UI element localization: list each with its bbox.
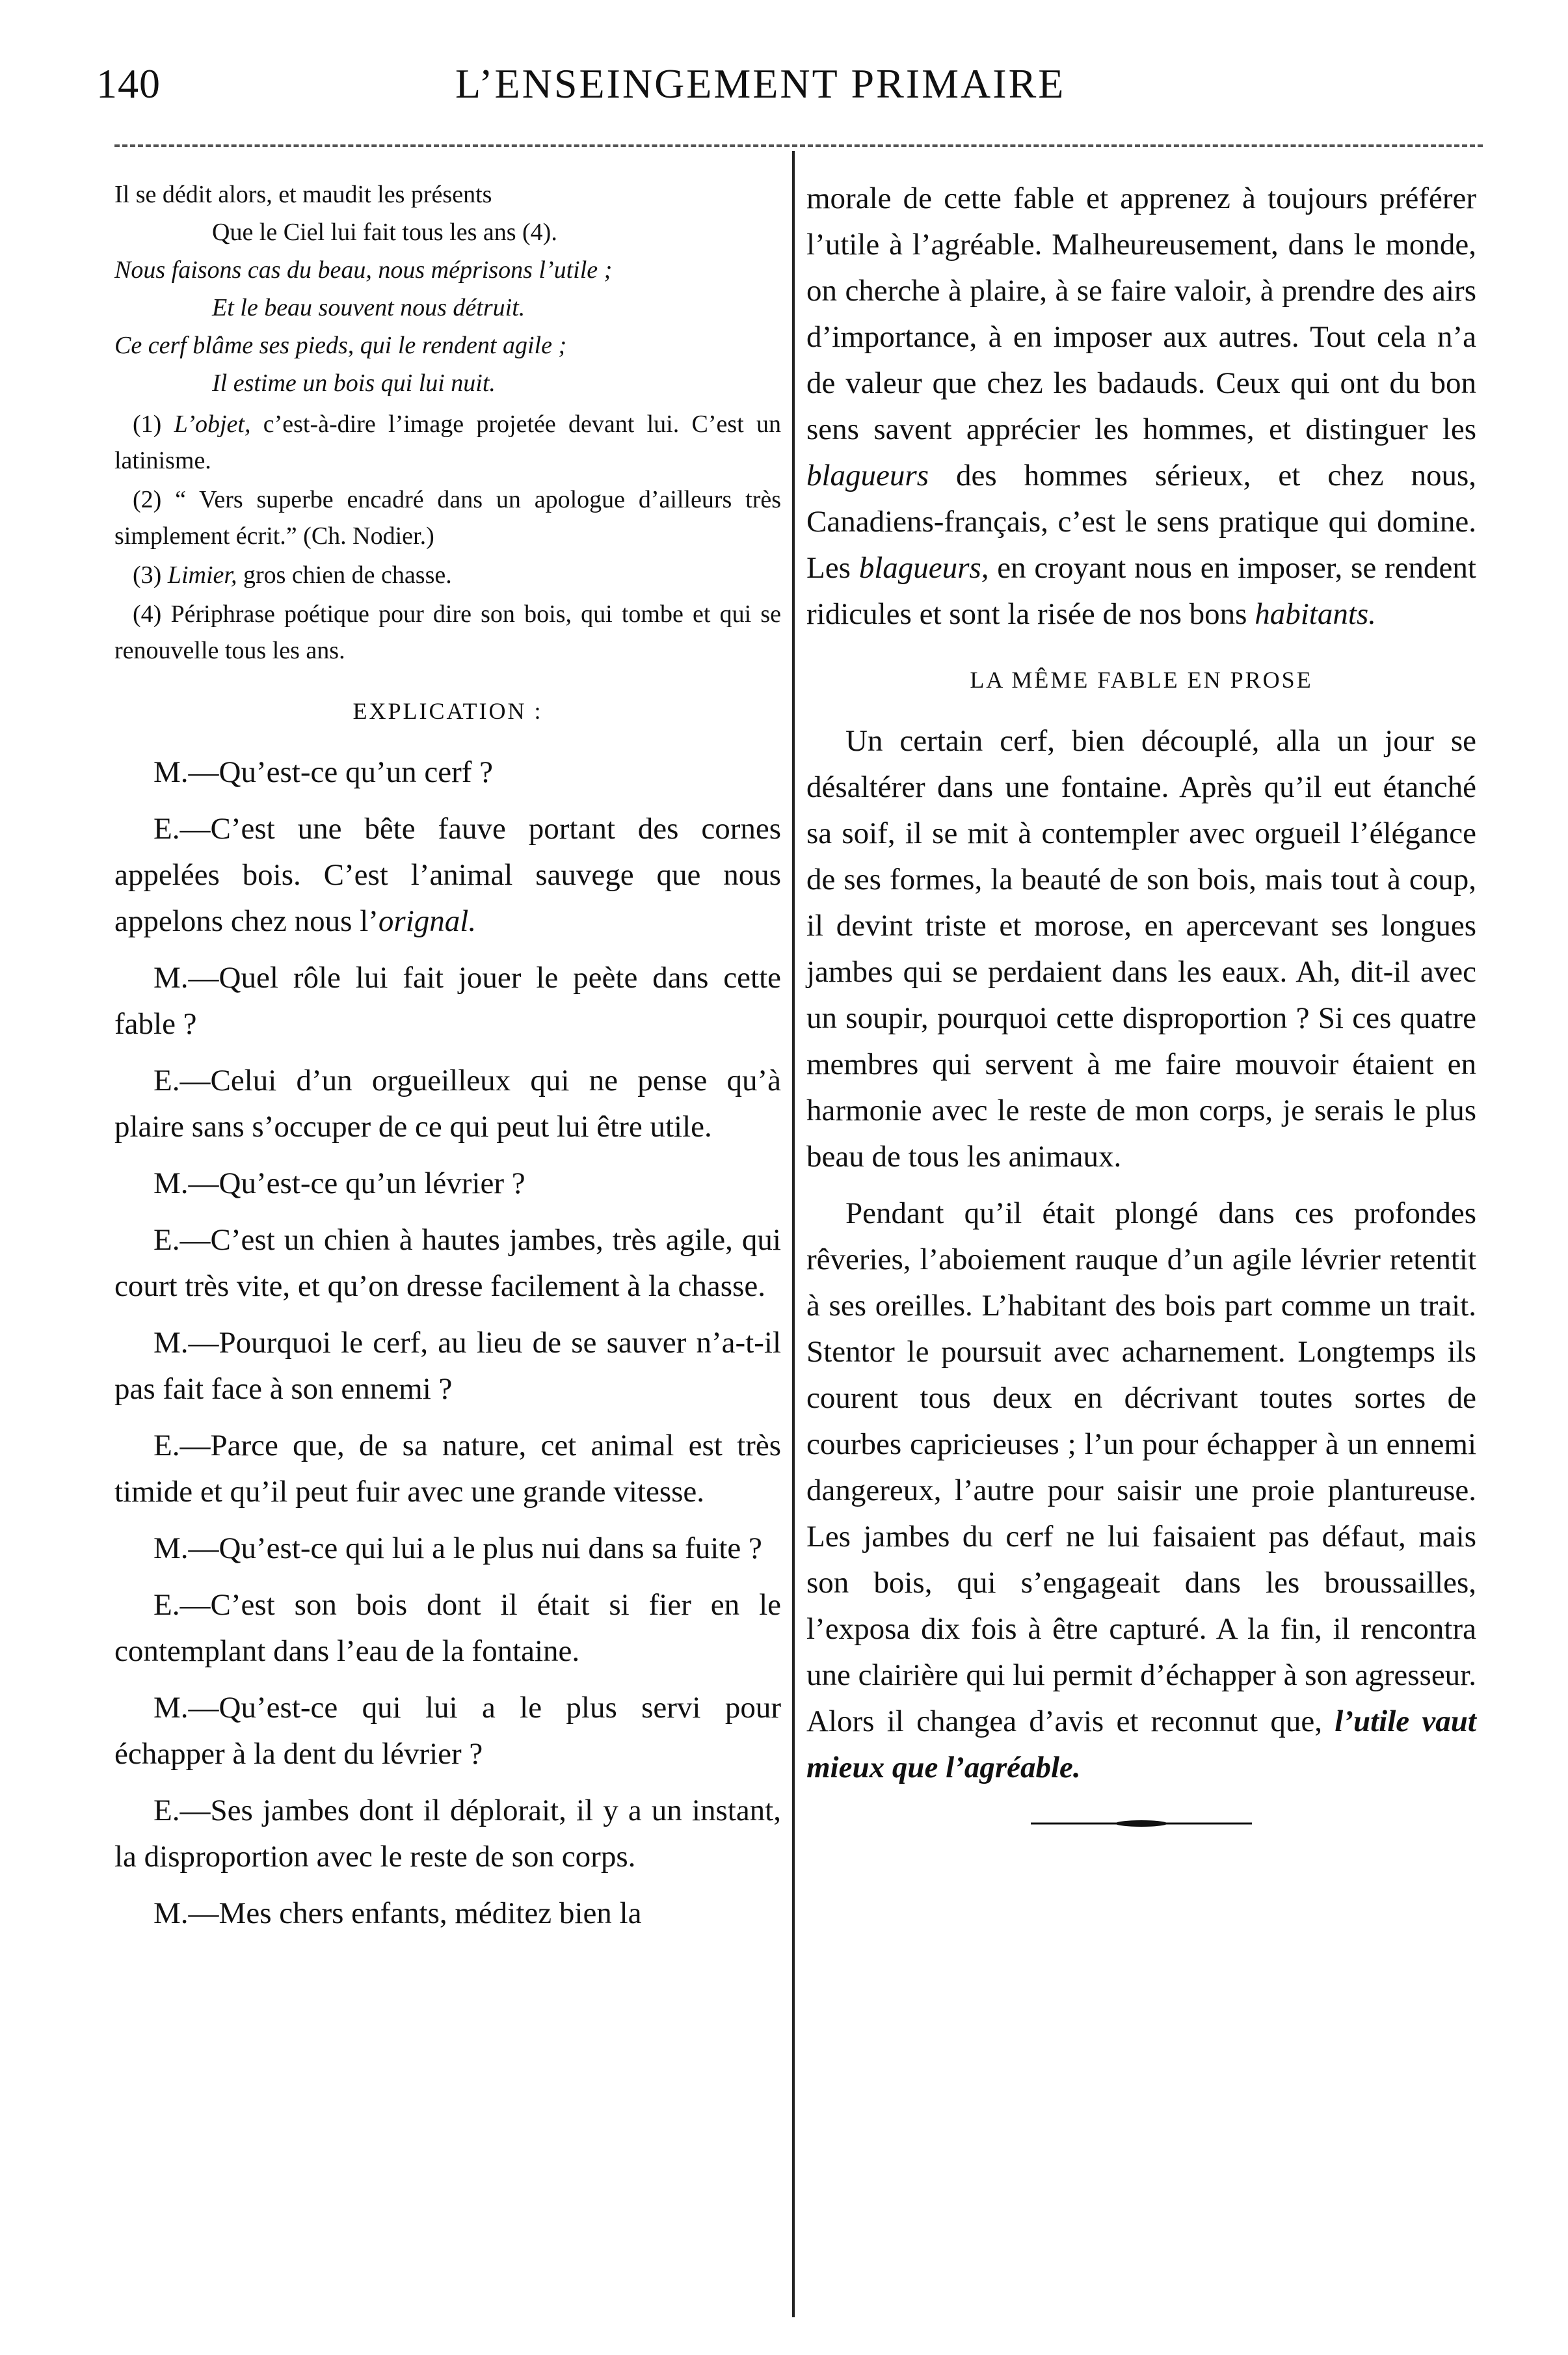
footnote [114, 481, 781, 554]
morale-continuation [806, 176, 1476, 638]
moral-text: l’utile vaut mieux que l’agréable. [806, 1704, 1476, 1784]
footnote [114, 557, 781, 593]
dialogue-line [114, 1582, 781, 1675]
dialogue-text: C’est une bête fauve portant des cornes appelées bois. C’est l’animal sauvege que nous appelons chez nous l’ [114, 812, 781, 938]
verse-line: Il se dédit alors, et maudit les présents [114, 181, 492, 208]
footnote-number: (1) [133, 410, 174, 438]
dialogue-text: Parce que, de sa nature, cet animal est très timide et qu’il peut fuir avec une grande vitesse. [114, 1429, 781, 1509]
dialogue [114, 749, 781, 1937]
dialogue-line [114, 1217, 781, 1310]
running-title: L’ENSEINGEMENT PRIMAIRE [455, 61, 1066, 107]
verse-line: Que le Ciel lui fait tous les ans (4). [212, 219, 557, 246]
paragraph-gap [806, 1180, 1476, 1191]
header-rule-right [800, 144, 1483, 147]
footnote-number: (4) [133, 600, 171, 628]
speaker: E.— [153, 1223, 211, 1257]
speaker: M.— [153, 1326, 219, 1360]
verse-line: Ce cerf blâme ses pieds, qui le rendent agile ; [114, 332, 567, 359]
paragraph-text: Pendant qu’il était plongé dans ces profondes rêveries, l’aboiement rauque d’un agile lévrier retentit à ses oreilles. L’habitant des bois part comme un trait. Stentor le poursuit avec acharnement. Longtemps ils courent tous deux en décrivant toutes sortes de courbes capricieuses ; l’un pour échapper à un ennemi dangereux, l’autre pour saisir une proie plantureuse. Les jambes du cerf ne lui faisaient pas défaut, mais son bois, qui s’engageait dans les broussailles, l’exposa dix fois à être capturé. A la fin, il rencontra une clairière qui lui permit d’échapper à son agresseur. Alors il changea d’avis et reconnut que, [806, 1196, 1476, 1738]
paragraph-text: en croyant nous en imposer, se rendent ridicules et sont la risée de nos bons [806, 551, 1476, 631]
dialogue-line [114, 1526, 781, 1572]
speaker: E.— [153, 1429, 211, 1462]
emphasis-text: blagueurs [806, 459, 929, 492]
speaker: E.— [153, 1794, 211, 1827]
footnote-text: “ Vers superbe encadré dans un apologue d’ailleurs très simplement écrit.” (Ch. Nodier.) [114, 486, 782, 550]
dialogue-line [114, 1891, 781, 1937]
speaker: M.— [153, 1166, 219, 1200]
dialogue-line [114, 1788, 781, 1880]
column-divider [792, 151, 795, 2317]
dialogue-line [114, 1685, 781, 1777]
dialogue-text: Ses jambes dont il déplorait, il y a un instant, la disproportion avec le reste de son corps. [114, 1794, 781, 1874]
dialogue-line [114, 806, 781, 945]
paragraph-text: des hommes sérieux, et chez nous, Canadiens-français, c’est le sens pratique qui domine. Les [806, 459, 1476, 585]
speaker: M.— [153, 1896, 219, 1930]
footnote-number: (3) [133, 561, 168, 589]
dialogue-line [114, 1423, 781, 1515]
footnote-term: L’objet, [174, 410, 251, 438]
footnote-text: c’est-à-dire l’image projetée devant lui. C’est un latinisme. [114, 410, 782, 474]
left-column [114, 176, 781, 1947]
right-column [806, 176, 1476, 1830]
end-flourish-ornament [1031, 1817, 1252, 1830]
prose-paragraph-1: Un certain cerf, bien découplé, alla un jour se désaltérer dans une fontaine. Après qu’il eut étanché sa soif, il se mit à contempler avec orgueil l’élégance de ses formes, la beauté de son bois, mais tout à coup, il devint triste et morose, en apercevant ses longues jambes qui se perdaient dans les eaux. Ah, dit-il avec un soupir, pourquoi cette disproportion ? Si ces quatre membres qui servent à me faire mouvoir étaient en harmonie avec le reste de mon corps, je serais le plus beau de tous les animaux. [806, 724, 1476, 1174]
dialogue-line [114, 1058, 781, 1150]
speaker: M.— [153, 1531, 219, 1565]
page-header [0, 60, 1568, 131]
footnote [114, 596, 781, 669]
speaker: E.— [153, 1064, 211, 1097]
header-rule-left [114, 144, 797, 147]
dialogue-text: Qu’est-ce qu’un lévrier ? [219, 1166, 525, 1200]
explication-heading: EXPLICATION : [352, 698, 543, 724]
paragraph-text: morale de cette fable et apprenez à toujours préférer l’utile à l’agréable. Malheureusement, dans le monde, on cherche à plaire, à se faire valoir, à prendre des airs d’importance, à en imposer aux autres. Tout cela n’a de valeur que chez les badauds. Ceux qui ont du bon sens savent apprécier les hommes, et distinguer les [806, 182, 1476, 446]
speaker: E.— [153, 812, 211, 846]
dialogue-line [114, 1161, 781, 1207]
verse-line: Nous faisons cas du beau, nous méprisons l’utile ; [114, 256, 613, 284]
footnote-term: Limier, [167, 561, 237, 589]
fable-verses [114, 176, 781, 402]
footnote-text: gros chien de chasse. [237, 561, 452, 589]
footnotes [114, 406, 781, 669]
prose-paragraph-2 [806, 1191, 1476, 1791]
dialogue-line [114, 955, 781, 1047]
dialogue-text: Qu’est-ce qu’un cerf ? [219, 755, 494, 789]
verse-line: Et le beau souvent nous détruit. [212, 294, 525, 321]
dialogue-text: Quel rôle lui fait jouer le peète dans cette fable ? [114, 961, 781, 1041]
verse-line: Il estime un bois qui lui nuit. [212, 370, 496, 397]
emphasis-text: habitants. [1255, 597, 1376, 631]
footnote-text: Périphrase poétique pour dire son bois, qui tombe et qui se renouvelle tous les ans. [114, 600, 781, 664]
speaker: M.— [153, 755, 219, 789]
speaker: M.— [153, 961, 219, 995]
page-number: 140 [96, 61, 161, 107]
dialogue-text: Pourquoi le cerf, au lieu de se sauver n’a-t-il pas fait face à son ennemi ? [114, 1326, 781, 1406]
dialogue-text: C’est son bois dont il était si fier en le contemplant dans l’eau de la fontaine. [114, 1588, 781, 1668]
dialogue-text: C’est un chien à hautes jambes, très agile, qui court très vite, et qu’on dresse facilement à la chasse. [114, 1223, 781, 1303]
dialogue-line [114, 749, 781, 796]
emphasis-text: blagueurs, [858, 551, 989, 585]
dialogue-text: Mes chers enfants, méditez bien la [219, 1896, 642, 1930]
footnote [114, 406, 781, 479]
speaker: E.— [153, 1588, 211, 1622]
dialogue-text: Qu’est-ce qui lui a le plus servi pour échapper à la dent du lévrier ? [114, 1691, 781, 1771]
dialogue-text: Qu’est-ce qui lui a le plus nui dans sa fuite ? [219, 1531, 762, 1565]
prose-heading: LA MÊME FABLE EN PROSE [970, 667, 1313, 693]
dialogue-line [114, 1320, 781, 1412]
dialogue-text: Celui d’un orgueilleux qui ne pense qu’à plaire sans s’occuper de ce qui peut lui être utile. [114, 1064, 781, 1144]
dialogue-emphasis: orignal. [378, 904, 477, 938]
speaker: M.— [153, 1691, 219, 1725]
footnote-number: (2) [133, 486, 176, 513]
